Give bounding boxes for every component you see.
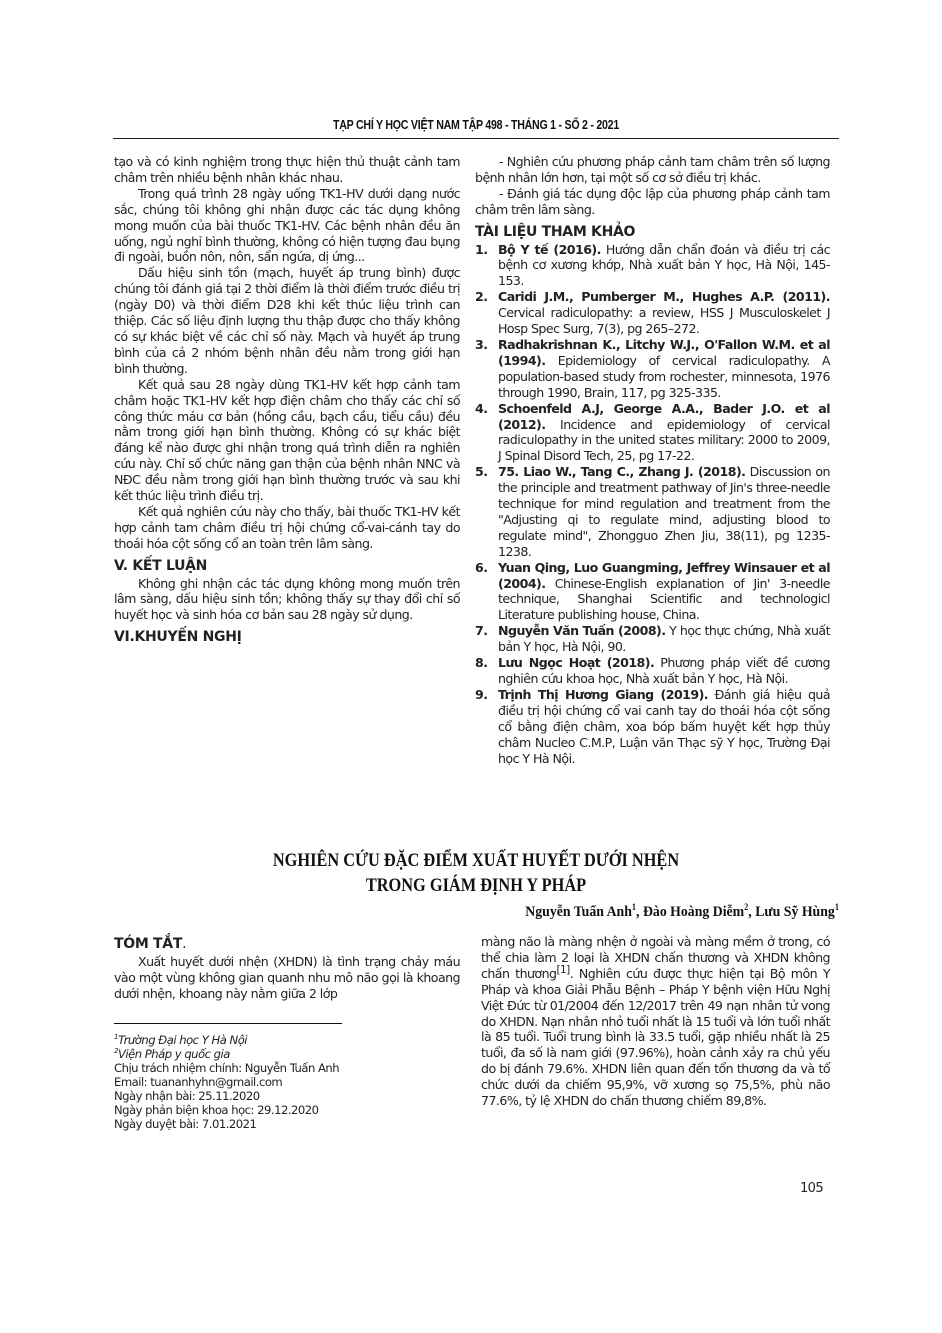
running-head: TẠP CHÍ Y HỌC VIỆT NAM TẬP 498 - THÁNG 1 - SỐ 2 - 2021 (333, 118, 619, 132)
author-list (525, 904, 839, 921)
reference-authors: 75. Liao W., Tang C., Zhang J. (2018). (498, 464, 746, 480)
reference-item (475, 337, 830, 401)
article-title-line-1: NGHIÊN CỨU ĐẶC ĐIỂM XUẤT HUYẾT DƯỚI NHỆN (272, 850, 680, 871)
conclusion-heading: V. KẾT LUẬN (114, 557, 208, 574)
author-name: Nguyễn Tuấn Anh (525, 904, 632, 920)
affiliation-mark: 2 (114, 1047, 118, 1056)
reference-item (475, 560, 830, 624)
date-received: Ngày nhận bài: 25.11.2020 (114, 1089, 260, 1103)
reference-number: 7. (475, 623, 488, 639)
date-reviewed: Ngày phản biện khoa học: 29.12.2020 (114, 1103, 319, 1117)
abstract-paragraph: Xuất huyết dưới nhện (XHDN) là tình trạng chảy máu vào một vùng không gian quanh nhu mô não gọi là khoang dưới nhện, khoang này nằm giữa 2 lớp (114, 953, 460, 1001)
paragraph: Kết quả sau 28 ngày dùng TK1-HV kết hợp cảnh tam châm hoặc TK1-HV kết hợp điện châm cho thấy các chỉ số công thức máu cơ bản (hồng cầu, bạch cầu, tiểu cầu) đều nằm trong giới hạn bình thường. Không có sự khác biệt đáng kể nào được ghi nhận trong quá trình diễn ra nghiên cứu này. Chỉ số chức năng gan thận của bệnh nhân NNC và NĐC đều nằm trong giới hạn bình thường trước và sau khi kết thúc liệu trình điều trị. (114, 376, 460, 504)
reference-number: 9. (475, 686, 488, 702)
conclusion-paragraph: Không ghi nhận các tác dụng không mong muốn trên lâm sàng, dấu hiệu sinh tồn; không thấy sự thay đổi chỉ số huyết học và sinh hóa cơ bản sau 28 ngày sử dụng. (114, 575, 460, 623)
reference-number: 5. (475, 464, 488, 480)
paragraph: Dấu hiệu sinh tồn (mạch, huyết áp trung bình) được chúng tôi đánh giá tại 2 thời điểm là thời điểm trước điều trị (ngày D0) và thời điểm D28 khi kết thúc liệu trình can thiệp. Các số liệu định lượng thu thập được cho thấy không có sự khác biệt về các chỉ số này. Mạch và huyết áp trung bình của cả 2 nhóm bệnh nhân đều nằm trong giới hạn bình thường. (114, 265, 460, 376)
abstract-text: . Nghiên cứu được thực hiện tại Bộ môn Y Pháp và khoa Giải Phẫu Bệnh – Pháp Y bệnh viện Hữu Nghị Việt Đức từ 01/2004 đến 12/2017 trên 49 nạn nhân tử vong do XHDN. Nạn nhân nhỏ tuổi nhất là 15 tuổi và lớn tuổi nhất là 85 tuổi. Tuổi trung bình là 33.5 tuổi, gặp nhiều nhất là 25 tuổi, đa số là nam giới (97.96%), hoàn cảnh xảy ra chủ yếu do bị đánh 79.6%. XHDN liên quan đến tổn thương da và tổ chức dưới da chiếm 95,9%, vỡ xương sọ 75,5%, phù não 77.6%, tỷ lệ XHDN do chấn thương chiếm 89,8%. (481, 965, 830, 1109)
reference-authors: Yuan Qing, Luo Guangming, Jeffrey Winsauer et al (2004). (498, 559, 830, 591)
email: Email: tuananhyhn@gmail.com (114, 1075, 283, 1089)
reference-text: Discussion on the principle and treatment pathway of Jin's three-needle technique for mind regulation and treatment from the "Adjusting qi to regulate mind, adjusting blood to regulate mind", Zhongguo Zhen Jiu, 38(11), pg 1235-1238. (498, 464, 830, 559)
reference-authors: Lưu Ngọc Hoạt (2018). (498, 655, 655, 671)
abstract-heading-text: TÓM TẮT (114, 936, 183, 952)
reference-number: 3. (475, 336, 488, 352)
author-separator: , (636, 904, 643, 920)
reference-number: 1. (475, 241, 488, 257)
abstract-left-column (114, 937, 460, 1002)
author-name: Lưu Sỹ Hùng (755, 904, 835, 920)
abstract-heading (114, 937, 460, 953)
reference-authors: Bộ Y tế (2016). (498, 241, 601, 257)
paragraph: Trong quá trình 28 ngày uống TK1-HV dưới dạng nước sắc, chúng tôi không ghi nhận được các tác dụng không mong muốn của bài thuốc TK1-HV. Các bệnh nhân đều ăn uống, ngủ nghỉ bình thường, không có hiện tượng đau bụng đi ngoài, buồn nôn, nôn, sẩn ngứa, dị ứng... (114, 185, 460, 265)
reference-number: 4. (475, 400, 488, 416)
reference-authors: Radhakrishnan K., Litchy W.J., O'Fallon W.M. et al (1994). (498, 336, 830, 368)
reference-authors: Nguyễn Văn Tuấn (2008). (498, 623, 666, 639)
reference-text: Epidemiology of cervical radiculopathy. A population-based study from rochester, minnesota, 1976 through 1990, Brain, 117, pg 325-335. (498, 352, 830, 400)
paragraph: Kết quả nghiên cứu này cho thấy, bài thuốc TK1-HV kết hợp cảnh tam châm điều trị hội chứng cổ-vai-cánh tay do thoái hóa cột sống cổ an toàn trên lâm sàng. (114, 503, 460, 551)
reference-authors: Caridi J.M., Pumberger M., Hughes A.P. (2011). (498, 289, 830, 305)
reference-item (475, 289, 830, 337)
abstract-heading-period: . (182, 936, 187, 952)
author-affiliation-mark: 2 (744, 902, 749, 912)
left-column (114, 154, 460, 647)
reference-number: 2. (475, 289, 488, 305)
reference-item (475, 464, 830, 559)
page-number: 105 (800, 1181, 824, 1196)
reference-number: 6. (475, 559, 488, 575)
recommendation-item: - Nghiên cứu phương pháp cảnh tam châm trên số lượng bệnh nhân lớn hơn, tại một số cơ sở điều trị khác. (475, 154, 830, 185)
reference-text: Chinese-English explanation of Jin' 3-needle technique, Shanghai Scientific and technologicl Literature publishing house, China. (498, 575, 830, 623)
citation-mark: [1] (556, 963, 570, 976)
reference-text: Phương pháp viết đề cương nghiên cứu khoa học, Nhà xuất bản Y học, Hà Nội. (498, 655, 830, 686)
recommendation-heading: VI.KHUYẾN NGHỊ (114, 629, 242, 646)
date-accepted: Ngày duyệt bài: 7.01.2021 (114, 1117, 257, 1131)
footnotes (114, 1033, 460, 1131)
reference-text: Y học thực chứng, Nhà xuất bản Y học, Hà Nội, 90. (498, 623, 830, 655)
author-affiliation-mark: 1 (834, 902, 839, 912)
affiliation-1 (114, 1033, 460, 1047)
footnote-rule (114, 1023, 342, 1024)
author-separator: , (748, 904, 756, 920)
affiliation-2 (114, 1047, 460, 1061)
affiliation-text: Viện Pháp y quốc gia (117, 1047, 230, 1061)
affiliation-mark: 1 (114, 1033, 118, 1042)
header-rule (113, 138, 839, 139)
reference-text: Hướng dẫn chẩn đoán và điều trị các bệnh cơ xương khớp, Nhà xuất bản Y học, Hà Nội, 145-153. (498, 241, 830, 289)
abstract-text: màng não là màng nhện ở ngoài và màng mềm ở trong, có thể chia làm 2 loại là XHDN chấn thương và XHDN không chấn thương (481, 934, 830, 981)
article-title-line-2: TRONG GIÁM ĐỊNH Y PHÁP (365, 875, 587, 896)
reference-text: Cervical radiculopathy: a review, HSS J Musculoskelet J Hosp Spec Surg, 7(3), pg 265–272. (498, 305, 830, 337)
reference-item (475, 623, 830, 655)
reference-number: 8. (475, 655, 488, 671)
reference-item (475, 687, 830, 767)
affiliation-text: Trường Đại học Y Hà Nội (117, 1033, 248, 1047)
reference-item (475, 242, 830, 290)
reference-item (475, 655, 830, 687)
author-name: Đào Hoàng Diễm (642, 904, 745, 920)
article-title (164, 848, 788, 898)
reference-list (475, 242, 830, 767)
reference-text: Đánh giá hiệu quả điều trị hội chứng cổ vai canh tay do thoái hóa cột sống cổ bằng điện châm, xoa bóp bấm huyệt kết hợp thủy châm Nucleo C.M.P, Luận văn Thạc sỹ Y học, Trường Đại học Y Hà Nội. (498, 686, 831, 766)
reference-authors: Trịnh Thị Hương Giang (2019). (498, 686, 709, 702)
reference-text: Incidence and epidemiology of cervical radiculopathy in the united states military: 2000 to 2009, J Spinal Disord Tech, 25, pg 17-22. (498, 416, 830, 464)
corresponding-author: Chịu trách nhiệm chính: Nguyễn Tuấn Anh (114, 1061, 340, 1075)
references-heading: TÀI LIỆU THAM KHẢO (475, 223, 636, 240)
reference-authors: Schoenfeld A.J, George A.A., Bader J.O. et al (2012). (498, 400, 830, 432)
right-column (475, 154, 830, 766)
author-affiliation-mark: 1 (631, 902, 637, 912)
recommendation-item: - Đánh giá tác dụng độc lập của phương pháp cảnh tam châm trên lâm sàng. (475, 185, 830, 217)
abstract-right-column (481, 934, 830, 1109)
paragraph: tạo và có kinh nghiệm trong thực hiện thủ thuật cảnh tam châm trên nhiều bệnh nhân khác nhau. (114, 154, 460, 185)
abstract-paragraph-continued (481, 934, 830, 1109)
reference-item (475, 401, 830, 465)
